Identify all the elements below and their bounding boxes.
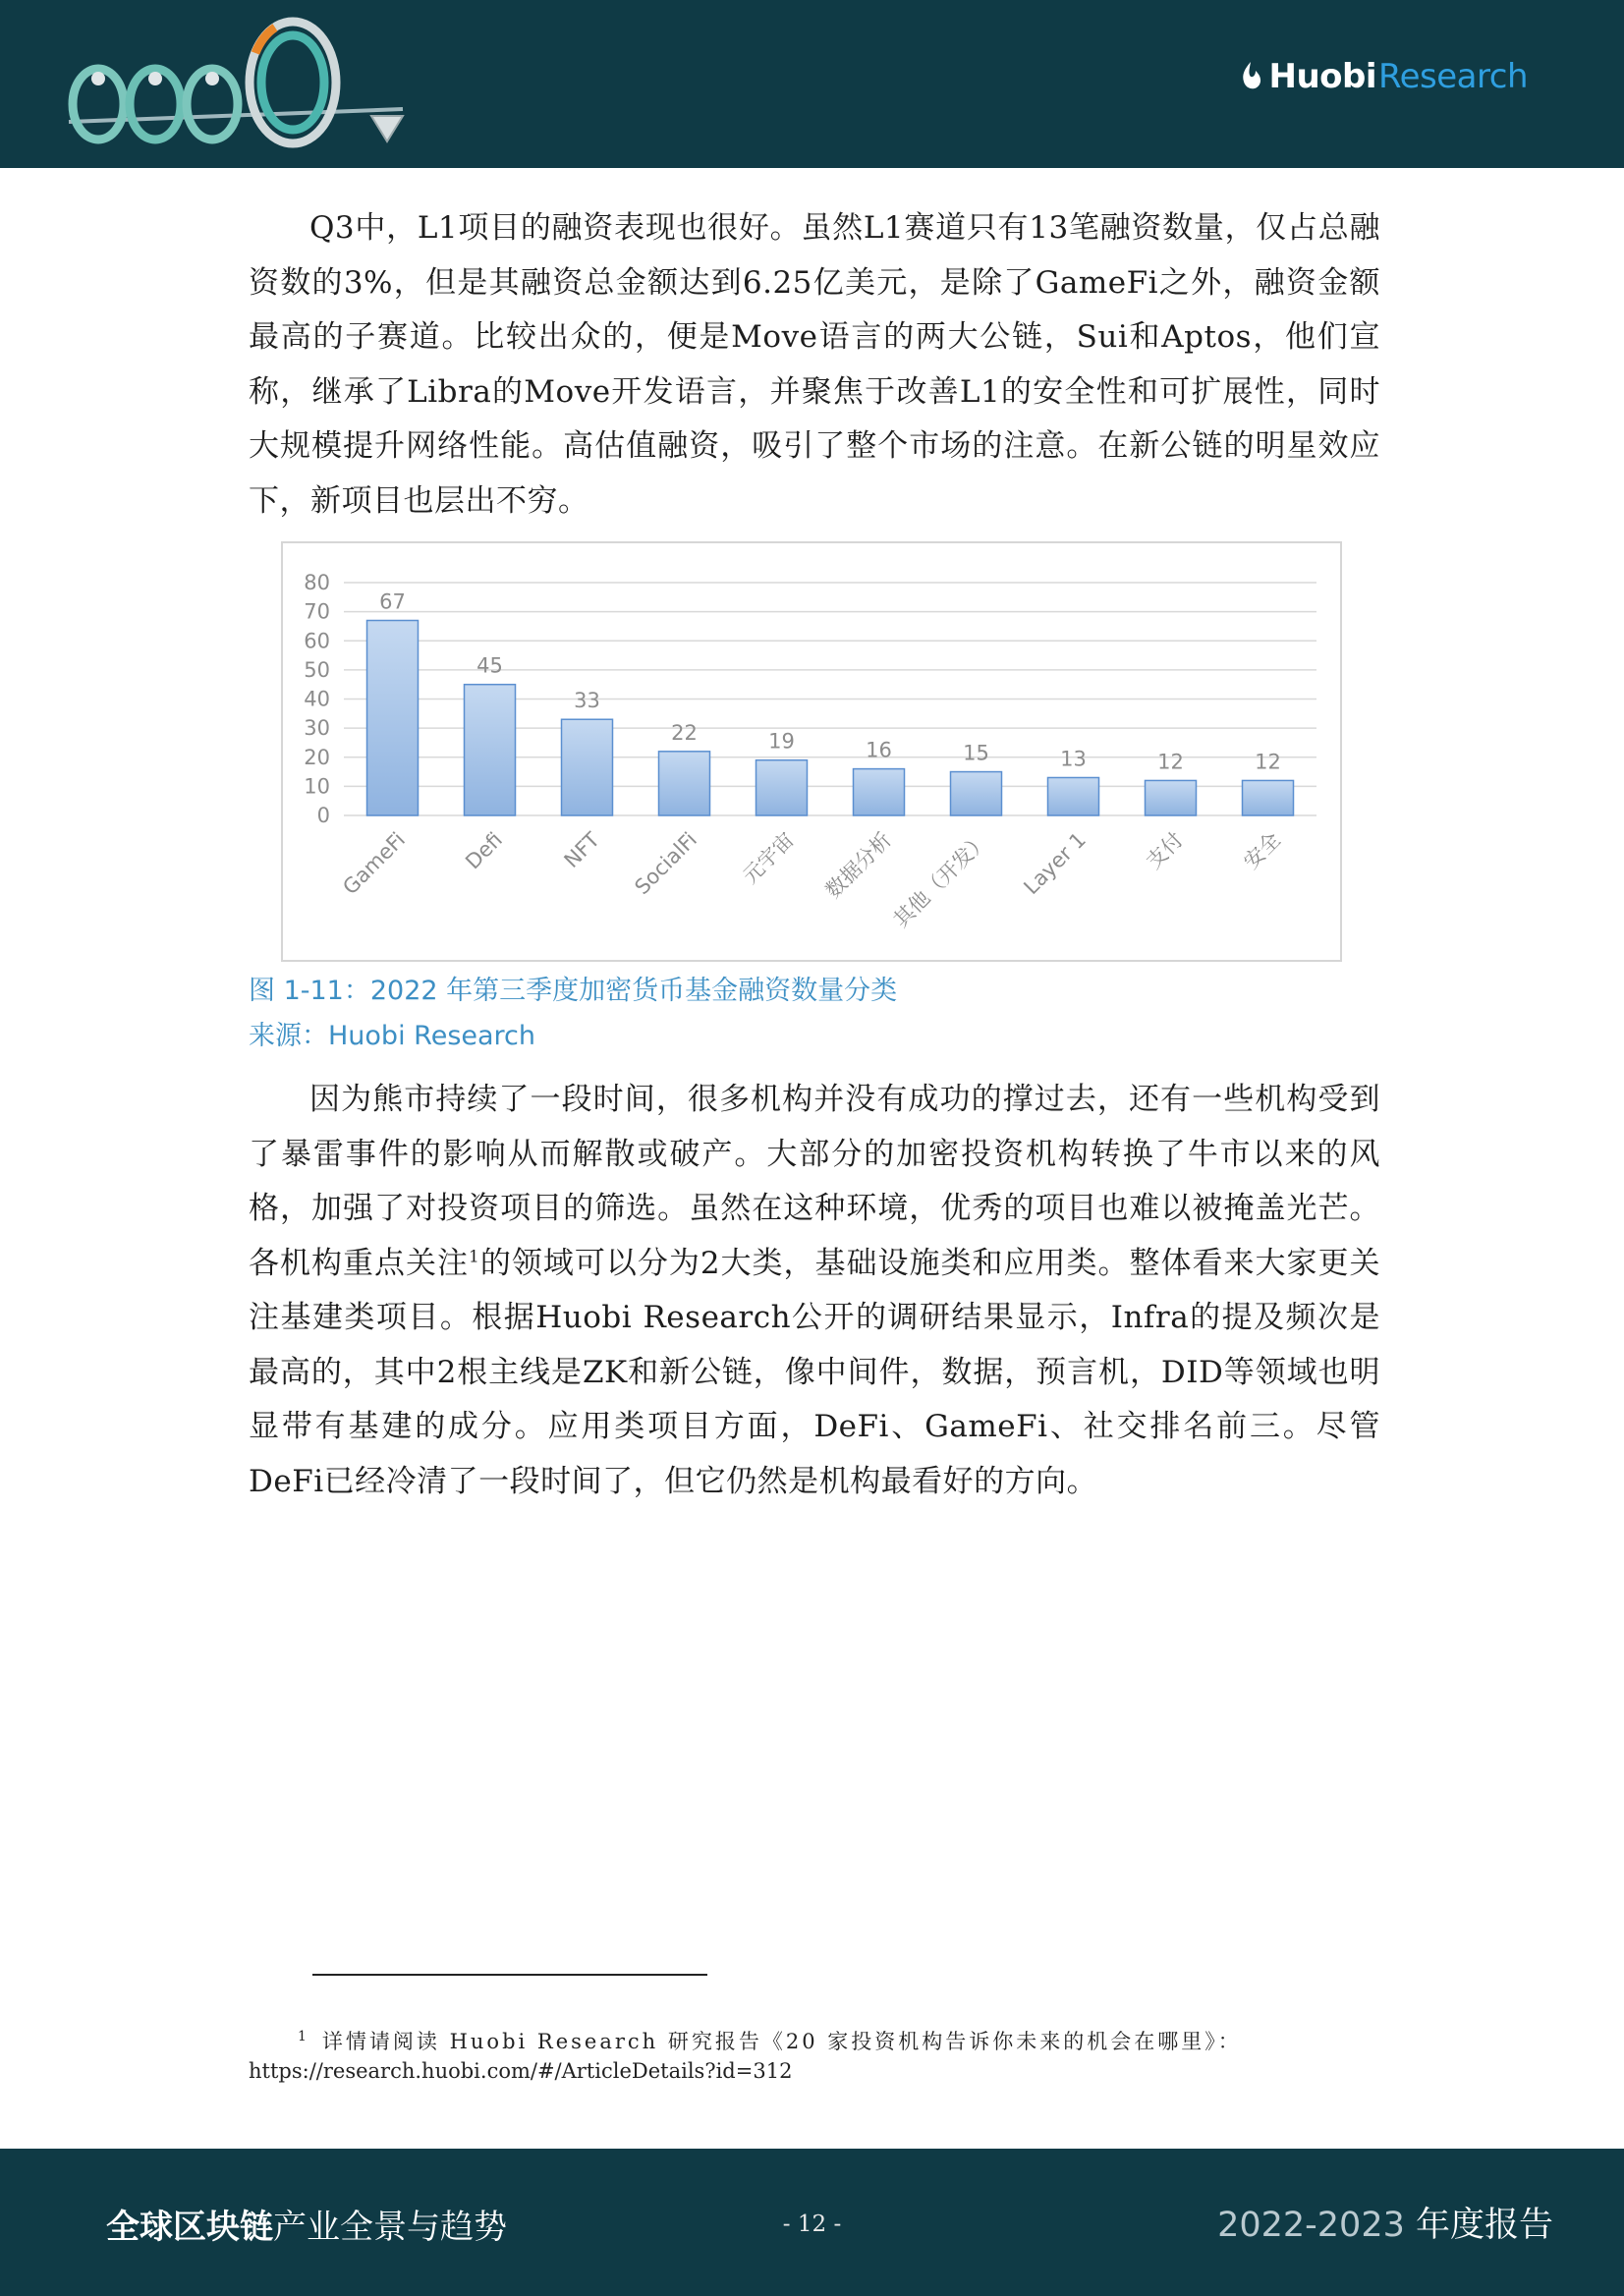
footnote-ref: 1 xyxy=(469,1247,480,1267)
bar-支付 xyxy=(1146,780,1197,815)
brand-accent: Research xyxy=(1378,57,1528,96)
data-label: 67 xyxy=(379,589,406,614)
footer-title-light: 产业全景与趋势 xyxy=(273,2208,507,2247)
y-tick-label: 50 xyxy=(304,657,330,682)
huobi-research-logo xyxy=(1238,57,1528,96)
bar-安全 xyxy=(1243,780,1294,815)
y-tick-label: 70 xyxy=(304,599,330,624)
x-tick-label: 支付 xyxy=(1142,827,1189,874)
x-tick-label: Defi xyxy=(461,827,508,874)
bar-chart xyxy=(283,543,1344,964)
y-tick-label: 20 xyxy=(304,745,330,769)
figure-source: 来源：Huobi Research xyxy=(249,1021,536,1051)
data-label: 33 xyxy=(574,689,600,713)
data-label: 13 xyxy=(1060,747,1087,771)
paragraph-l1-financing: Q3中，L1项目的融资表现也很好。虽然L1赛道只有13笔融资数量，仅占总融资数的3%，但是其融资总金额达到6.25亿美元，是除了GameFi之外，融资金额最高的子赛道。比较出众的，便是Move语言的两大公链，Sui和Aptos，他们宣称，继承了Libra的Move开发语言，并聚焦于改善L1的安全性和可扩展性，同时大规模提升网络性能。高估值融资，吸引了整个市场的注意。在新公链的明星效应下，新项目也层出不穷。 xyxy=(249,210,1380,519)
x-tick-label: 数据分析 xyxy=(820,827,897,903)
footer-year: 2022-2023 xyxy=(1217,2206,1405,2245)
page-header xyxy=(0,0,1624,168)
figure-caption: 图 1-11：2022 年第三季度加密货币基金融资数量分类 xyxy=(249,976,898,1006)
y-tick-label: 0 xyxy=(316,804,330,827)
bar-元宇宙 xyxy=(756,760,808,815)
y-tick-label: 40 xyxy=(304,687,330,711)
header-illustration xyxy=(59,6,432,153)
x-tick-label: SocialFi xyxy=(630,827,702,900)
funding-count-chart xyxy=(281,541,1342,962)
bar-其他（开发） xyxy=(951,772,1002,815)
y-tick-label: 80 xyxy=(304,571,330,594)
footnote-url: https://research.huobi.com/#/ArticleDetails?id=312 xyxy=(249,2059,793,2083)
page-number: - 12 - xyxy=(782,2212,842,2237)
footer-title-bold: 全球区块链 xyxy=(106,2208,273,2247)
bar-NFT xyxy=(562,719,613,815)
data-label: 12 xyxy=(1255,750,1281,774)
x-tick-label: GameFi xyxy=(338,827,411,900)
paragraph-part-1: 因为熊市持续了一段时间，很多机构并没有成功的撑过去，还有一些机构受到了暴雷事件的影响从而解散或破产。大部分的加密投资机构转换了牛市以来的风格，加强了对投资项目的筛选。虽然在这种环境，优秀的项目也难以被掩盖光芒。各机构重点关注 xyxy=(249,1082,1380,1281)
data-label: 22 xyxy=(671,720,698,745)
paragraph-part-2: 的领域可以分为2大类，基础设施类和应用类。整体看来大家更关注基建类项目。根据Huobi Research公开的调研结果显示，Infra的提及频次是最高的，其中2根主线是ZK和新公链，像中间件，数据，预言机，DID等领域也明显带有基建的成分。应用类项目方面，DeFi、GameFi、社交排名前三。尽管DeFi已经冷清了一段时间了，但它仍然是机构最看好的方向。 xyxy=(249,1245,1380,1499)
page-footer xyxy=(0,2149,1624,2296)
bar-Layer 1 xyxy=(1048,777,1099,815)
data-label: 12 xyxy=(1157,750,1184,774)
bar-Defi xyxy=(465,685,516,815)
bar-SocialFi xyxy=(659,752,710,815)
y-tick-label: 60 xyxy=(304,629,330,653)
x-tick-label: 安全 xyxy=(1239,827,1286,874)
footer-report-label xyxy=(1217,2198,1553,2247)
flame-icon xyxy=(1238,60,1263,93)
bar-GameFi xyxy=(367,621,419,815)
y-tick-label: 10 xyxy=(304,774,330,799)
footnote xyxy=(249,2022,1380,2086)
x-tick-label: Layer 1 xyxy=(1019,827,1092,900)
data-label: 15 xyxy=(963,741,989,765)
x-tick-label: 元宇宙 xyxy=(738,827,800,889)
x-tick-label: 其他（开发） xyxy=(888,827,994,932)
x-tick-label: NFT xyxy=(559,827,605,872)
footnote-divider xyxy=(312,1974,707,1976)
y-tick-label: 30 xyxy=(304,716,330,741)
paragraph-investor-focus xyxy=(249,1073,1380,1509)
data-label: 19 xyxy=(768,729,795,754)
footnote-text: 详情请阅读 Huobi Research 研究报告《20 家投资机构告诉你未来的机会在哪里》： xyxy=(321,2030,1242,2053)
data-label: 45 xyxy=(476,653,503,678)
data-label: 16 xyxy=(866,738,892,762)
footnote-number: 1 xyxy=(298,2029,307,2044)
brand-main: Huobi xyxy=(1268,57,1377,96)
bar-数据分析 xyxy=(854,769,905,815)
footer-report: 年度报告 xyxy=(1404,2206,1553,2245)
